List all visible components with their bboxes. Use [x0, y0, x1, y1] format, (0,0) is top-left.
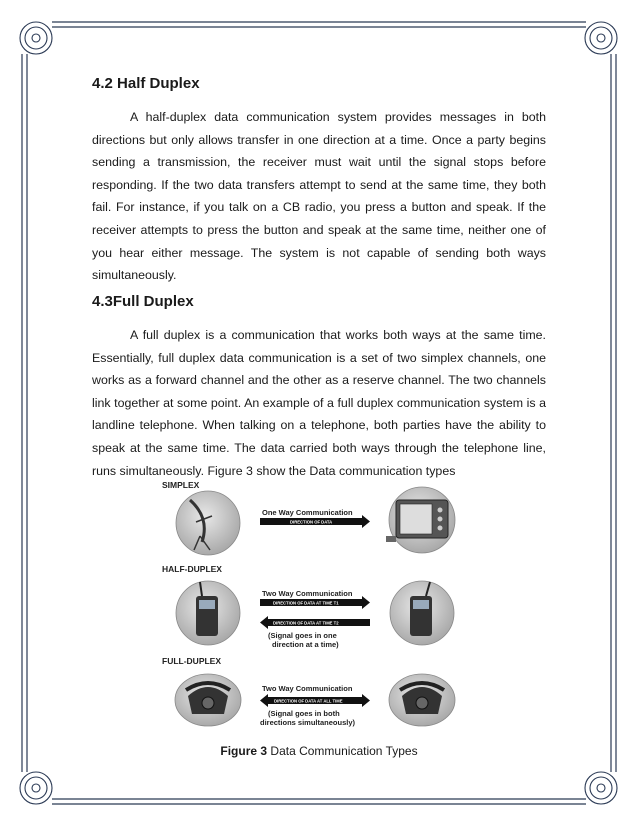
half-duplex-arrow2-text: DIRECTION OF DATA AT TIME T2 — [273, 620, 339, 626]
full-duplex-arrow-text: DIRECTION OF DATA AT ALL TIME — [274, 698, 343, 704]
figure-caption — [0, 744, 638, 758]
half-duplex-note-1: (Signal goes in one — [268, 631, 337, 640]
simplex-arrow-text: DIRECTION OF DATA — [290, 519, 333, 525]
walkie-talkie-icon — [390, 581, 454, 645]
corner-ornament-bottom-right — [585, 772, 617, 804]
heading-half-duplex: 4.2 Half Duplex — [92, 75, 200, 92]
television-icon — [386, 487, 455, 553]
simplex-label: SIMPLEX — [162, 480, 200, 490]
corner-ornament-top-right — [585, 22, 617, 54]
arrow-left-icon — [260, 616, 370, 629]
heading-full-duplex: 4.3Full Duplex — [92, 293, 194, 310]
figure-caption-label: Figure 3 — [220, 744, 268, 758]
full-duplex-note-1: (Signal goes in both — [268, 709, 340, 718]
half-duplex-label: HALF-DUPLEX — [162, 564, 222, 574]
walkie-talkie-icon — [176, 581, 240, 645]
simplex-comm-text: One Way Communication — [262, 508, 353, 517]
paragraph-full-duplex: A full duplex is a communication that works both ways at the same time. Essentially, full duplex data communication is a set of two simplex channels, one works as a forward channel and the other as a reserve channel. The two channels link together at some point. An example of a full duplex communication system is a landline telephone. When talking on a telephone, both parties have the ability to speak at the same time. The data carried both ways through the telephone line, runs simultaneously. Figure 3 show the Data communication types — [92, 328, 546, 478]
data-communication-figure — [150, 478, 490, 728]
half-duplex-comm-text: Two Way Communication — [262, 589, 353, 598]
paragraph-half-duplex: A half-duplex data communication system provides messages in both directions but only allows transfer in one direction at a time. Once a party begins sending a transmission, the receiver must wait until the signal stops before responding. If the two data transfers attempt to send at the same time, they both fail. For instance, if you talk on a CB radio, you press a button and speak. If the receiver attempts to press the button and speak at the same time, neither one of you hear either message. The system is not capable of sending both ways simultaneously. — [92, 110, 546, 283]
telephone-icon — [389, 674, 455, 726]
double-arrow-icon — [260, 694, 370, 707]
satellite-dish-icon — [176, 491, 240, 555]
full-duplex-comm-text: Two Way Communication — [262, 684, 353, 693]
full-duplex-note-2: directions simultaneously) — [260, 718, 356, 727]
half-duplex-note-2: direction at a time) — [272, 640, 339, 649]
telephone-icon — [175, 674, 241, 726]
figure-caption-text: Data Communication Types — [267, 744, 418, 758]
full-duplex-label: FULL-DUPLEX — [162, 656, 222, 666]
half-duplex-arrow1-text: DIRECTION OF DATA AT TIME T1 — [273, 600, 339, 606]
corner-ornament-top-left — [20, 22, 52, 54]
corner-ornament-bottom-left — [20, 772, 52, 804]
